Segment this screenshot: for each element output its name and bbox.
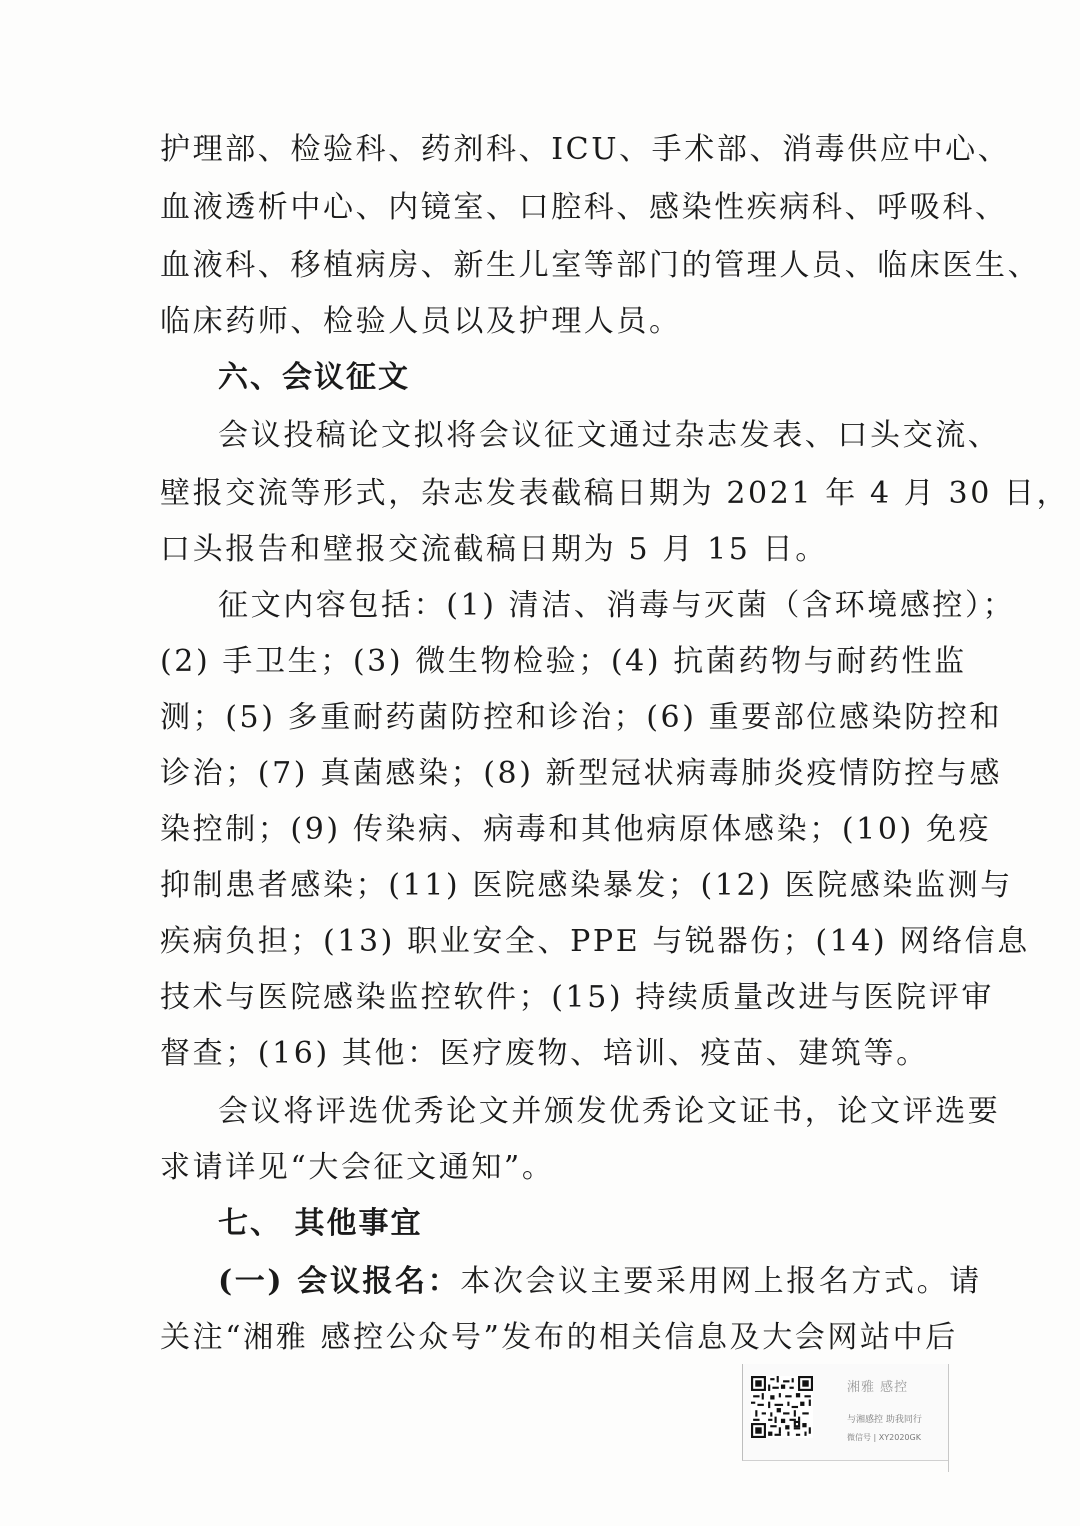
intro-line-2: 血液透析中心、内镜室、口腔科、感染性疾病科、呼吸科、 bbox=[160, 190, 1008, 225]
section-6-para2-line-8: 技术与医院感染监控软件；(15) 持续质量改进与医院评审 bbox=[160, 980, 994, 1015]
watermark-account-id: 微信号 | XY2020GK bbox=[847, 1433, 921, 1442]
section-7-item1-line-1 bbox=[218, 1262, 982, 1302]
section-7-item1-lead: (一) 会议报名： bbox=[218, 1264, 461, 1299]
section-6-para2-line-3: 测；(5) 多重耐药菌防控和诊治；(6) 重要部位感染防控和 bbox=[160, 700, 1003, 735]
qr-code-icon bbox=[751, 1376, 813, 1438]
section-7-item1-rest: 本次会议主要采用网上报名方式。请 bbox=[460, 1264, 982, 1299]
section-6-heading: 六、会议征文 bbox=[218, 360, 410, 395]
section-6-para2-line-2: (2) 手卫生；(3) 微生物检验；(4) 抗菌药物与耐药性监 bbox=[160, 644, 967, 679]
section-6-para3-line-1: 会议将评选优秀论文并颁发优秀论文证书，论文评选要 bbox=[218, 1094, 1001, 1129]
section-6-para2-line-4: 诊治；(7) 真菌感染；(8) 新型冠状病毒肺炎疫情防控与感 bbox=[160, 756, 1003, 791]
section-6-para2-line-7: 疾病负担；(13) 职业安全、PPE 与锐器伤；(14) 网络信息 bbox=[160, 924, 1030, 959]
page-edge-divider bbox=[948, 1364, 949, 1472]
section-6-para2-line-9: 督查；(16) 其他：医疗废物、培训、疫苗、建筑等。 bbox=[160, 1036, 929, 1071]
section-7-item1-line-2: 关注“湘雅 感控公众号”发布的相关信息及大会网站中后 bbox=[160, 1320, 958, 1355]
section-7-heading: 七、 其他事宜 bbox=[218, 1206, 423, 1241]
section-6-para2-line-6: 抑制患者感染；(11) 医院感染暴发；(12) 医院感染监测与 bbox=[160, 868, 1013, 903]
section-6-para1-line-2: 壁报交流等形式，杂志发表截稿日期为 2021 年 4 月 30 日， bbox=[160, 476, 1070, 511]
watermark-slogan: 与湘感控 助我同行 bbox=[847, 1415, 922, 1425]
section-6-para1-line-3: 口头报告和壁报交流截稿日期为 5 月 15 日。 bbox=[160, 532, 828, 567]
section-6-para2-line-5: 染控制；(9) 传染病、病毒和其他病原体感染；(10) 免疫 bbox=[160, 812, 992, 847]
intro-line-1: 护理部、检验科、药剂科、ICU、手术部、消毒供应中心、 bbox=[160, 132, 1011, 167]
section-6-para3-line-2: 求请详见“大会征文通知”。 bbox=[160, 1150, 555, 1185]
section-6-para2-line-1: 征文内容包括：(1) 清洁、消毒与灭菌（含环境感控）； bbox=[218, 588, 1016, 623]
section-6-para1-line-1: 会议投稿论文拟将会议征文通过杂志发表、口头交流、 bbox=[218, 418, 1001, 453]
intro-line-3: 血液科、移植病房、新生儿室等部门的管理人员、临床医生、 bbox=[160, 248, 1041, 283]
intro-line-4: 临床药师、检验人员以及护理人员。 bbox=[160, 304, 682, 339]
qr-watermark-card bbox=[742, 1364, 949, 1461]
watermark-title: 湘雅 感控 bbox=[847, 1380, 909, 1395]
